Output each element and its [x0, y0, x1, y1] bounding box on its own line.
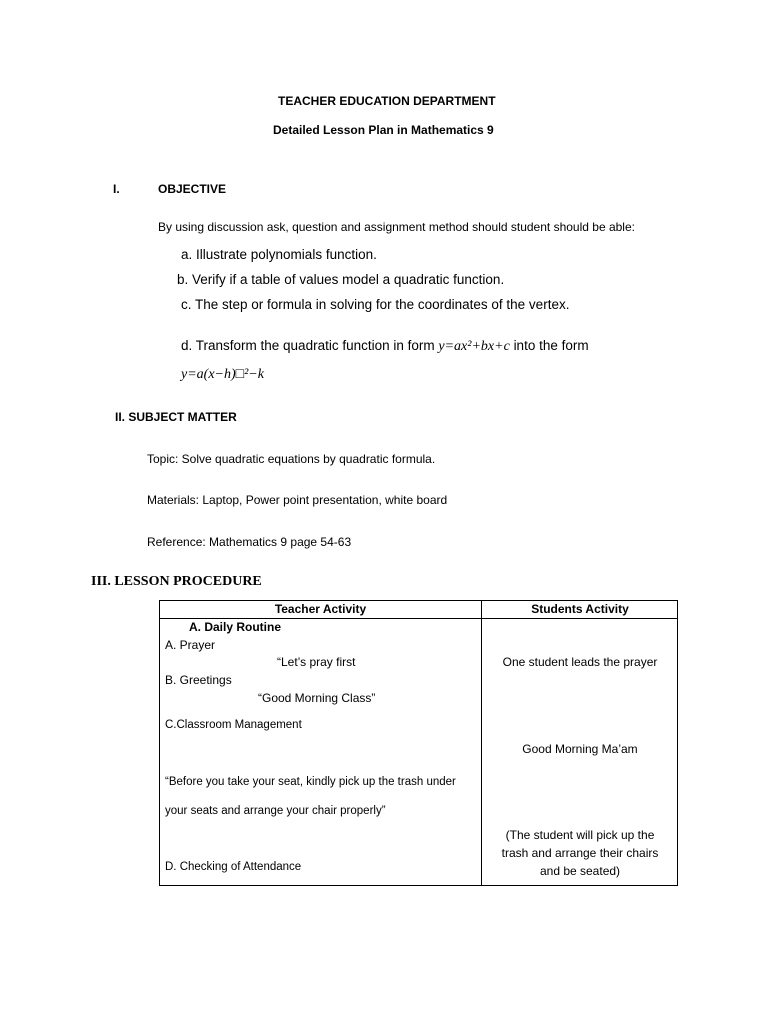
greeting-response: Good Morning Ma’am	[522, 742, 638, 756]
teacher-activity-header: Teacher Activity	[274, 602, 367, 616]
lesson-procedure-table	[159, 600, 678, 886]
vertex-form-formula: y=a(x−h)□²−k	[181, 367, 264, 382]
prayer-quote: “Let’s pray first	[277, 655, 356, 669]
lesson-plan-title: Detailed Lesson Plan in Mathematics 9	[273, 123, 494, 137]
lesson-procedure-heading: III. LESSON PROCEDURE	[91, 574, 262, 589]
standard-form-formula: y=ax²+bx+c	[438, 339, 510, 354]
attendance-label: D. Checking of Attendance	[165, 861, 302, 873]
topic-line: Topic: Solve quadratic equations by quadratic formula.	[147, 452, 436, 466]
department-title: TEACHER EDUCATION DEPARTMENT	[278, 94, 496, 108]
header-row-divider	[160, 618, 677, 619]
objective-item-c: c. The step or formula in solving for the coordinates of the vertex.	[181, 297, 570, 312]
reference-line: Reference: Mathematics 9 page 54-63	[147, 535, 352, 549]
objective-heading: OBJECTIVE	[158, 182, 227, 196]
prayer-label: A. Prayer	[165, 638, 216, 652]
objective-numeral: I.	[113, 182, 120, 196]
materials-line: Materials: Laptop, Power point presentation, white board	[147, 493, 448, 507]
item-d-prefix: d. Transform the quadratic function in form	[181, 338, 435, 353]
prayer-response: One student leads the prayer	[502, 655, 658, 669]
objective-item-d	[181, 338, 589, 355]
subject-matter-heading: II. SUBJECT MATTER	[115, 410, 237, 424]
objective-item-b: b. Verify if a table of values model a quadratic function.	[177, 272, 505, 287]
item-d-suffix: into the form	[513, 338, 589, 353]
greetings-label: B. Greetings	[165, 673, 232, 687]
students-activity-header: Students Activity	[531, 602, 629, 616]
instruction-line-2: your seats and arrange your chair properly”	[165, 805, 386, 817]
daily-routine-heading: A. Daily Routine	[189, 620, 282, 634]
objective-intro: By using discussion ask, question and assignment method should student should be able:	[158, 220, 635, 234]
objective-item-a: a. Illustrate polynomials function.	[181, 247, 377, 262]
trash-response: (The student will pick up the trash and arrange their chairs and be seated)	[501, 828, 659, 878]
classroom-management-label: C.Classroom Management	[165, 719, 302, 731]
greetings-quote: “Good Morning Class”	[258, 691, 376, 705]
instruction-line-1: “Before you take your seat, kindly pick up the trash under	[165, 776, 456, 788]
